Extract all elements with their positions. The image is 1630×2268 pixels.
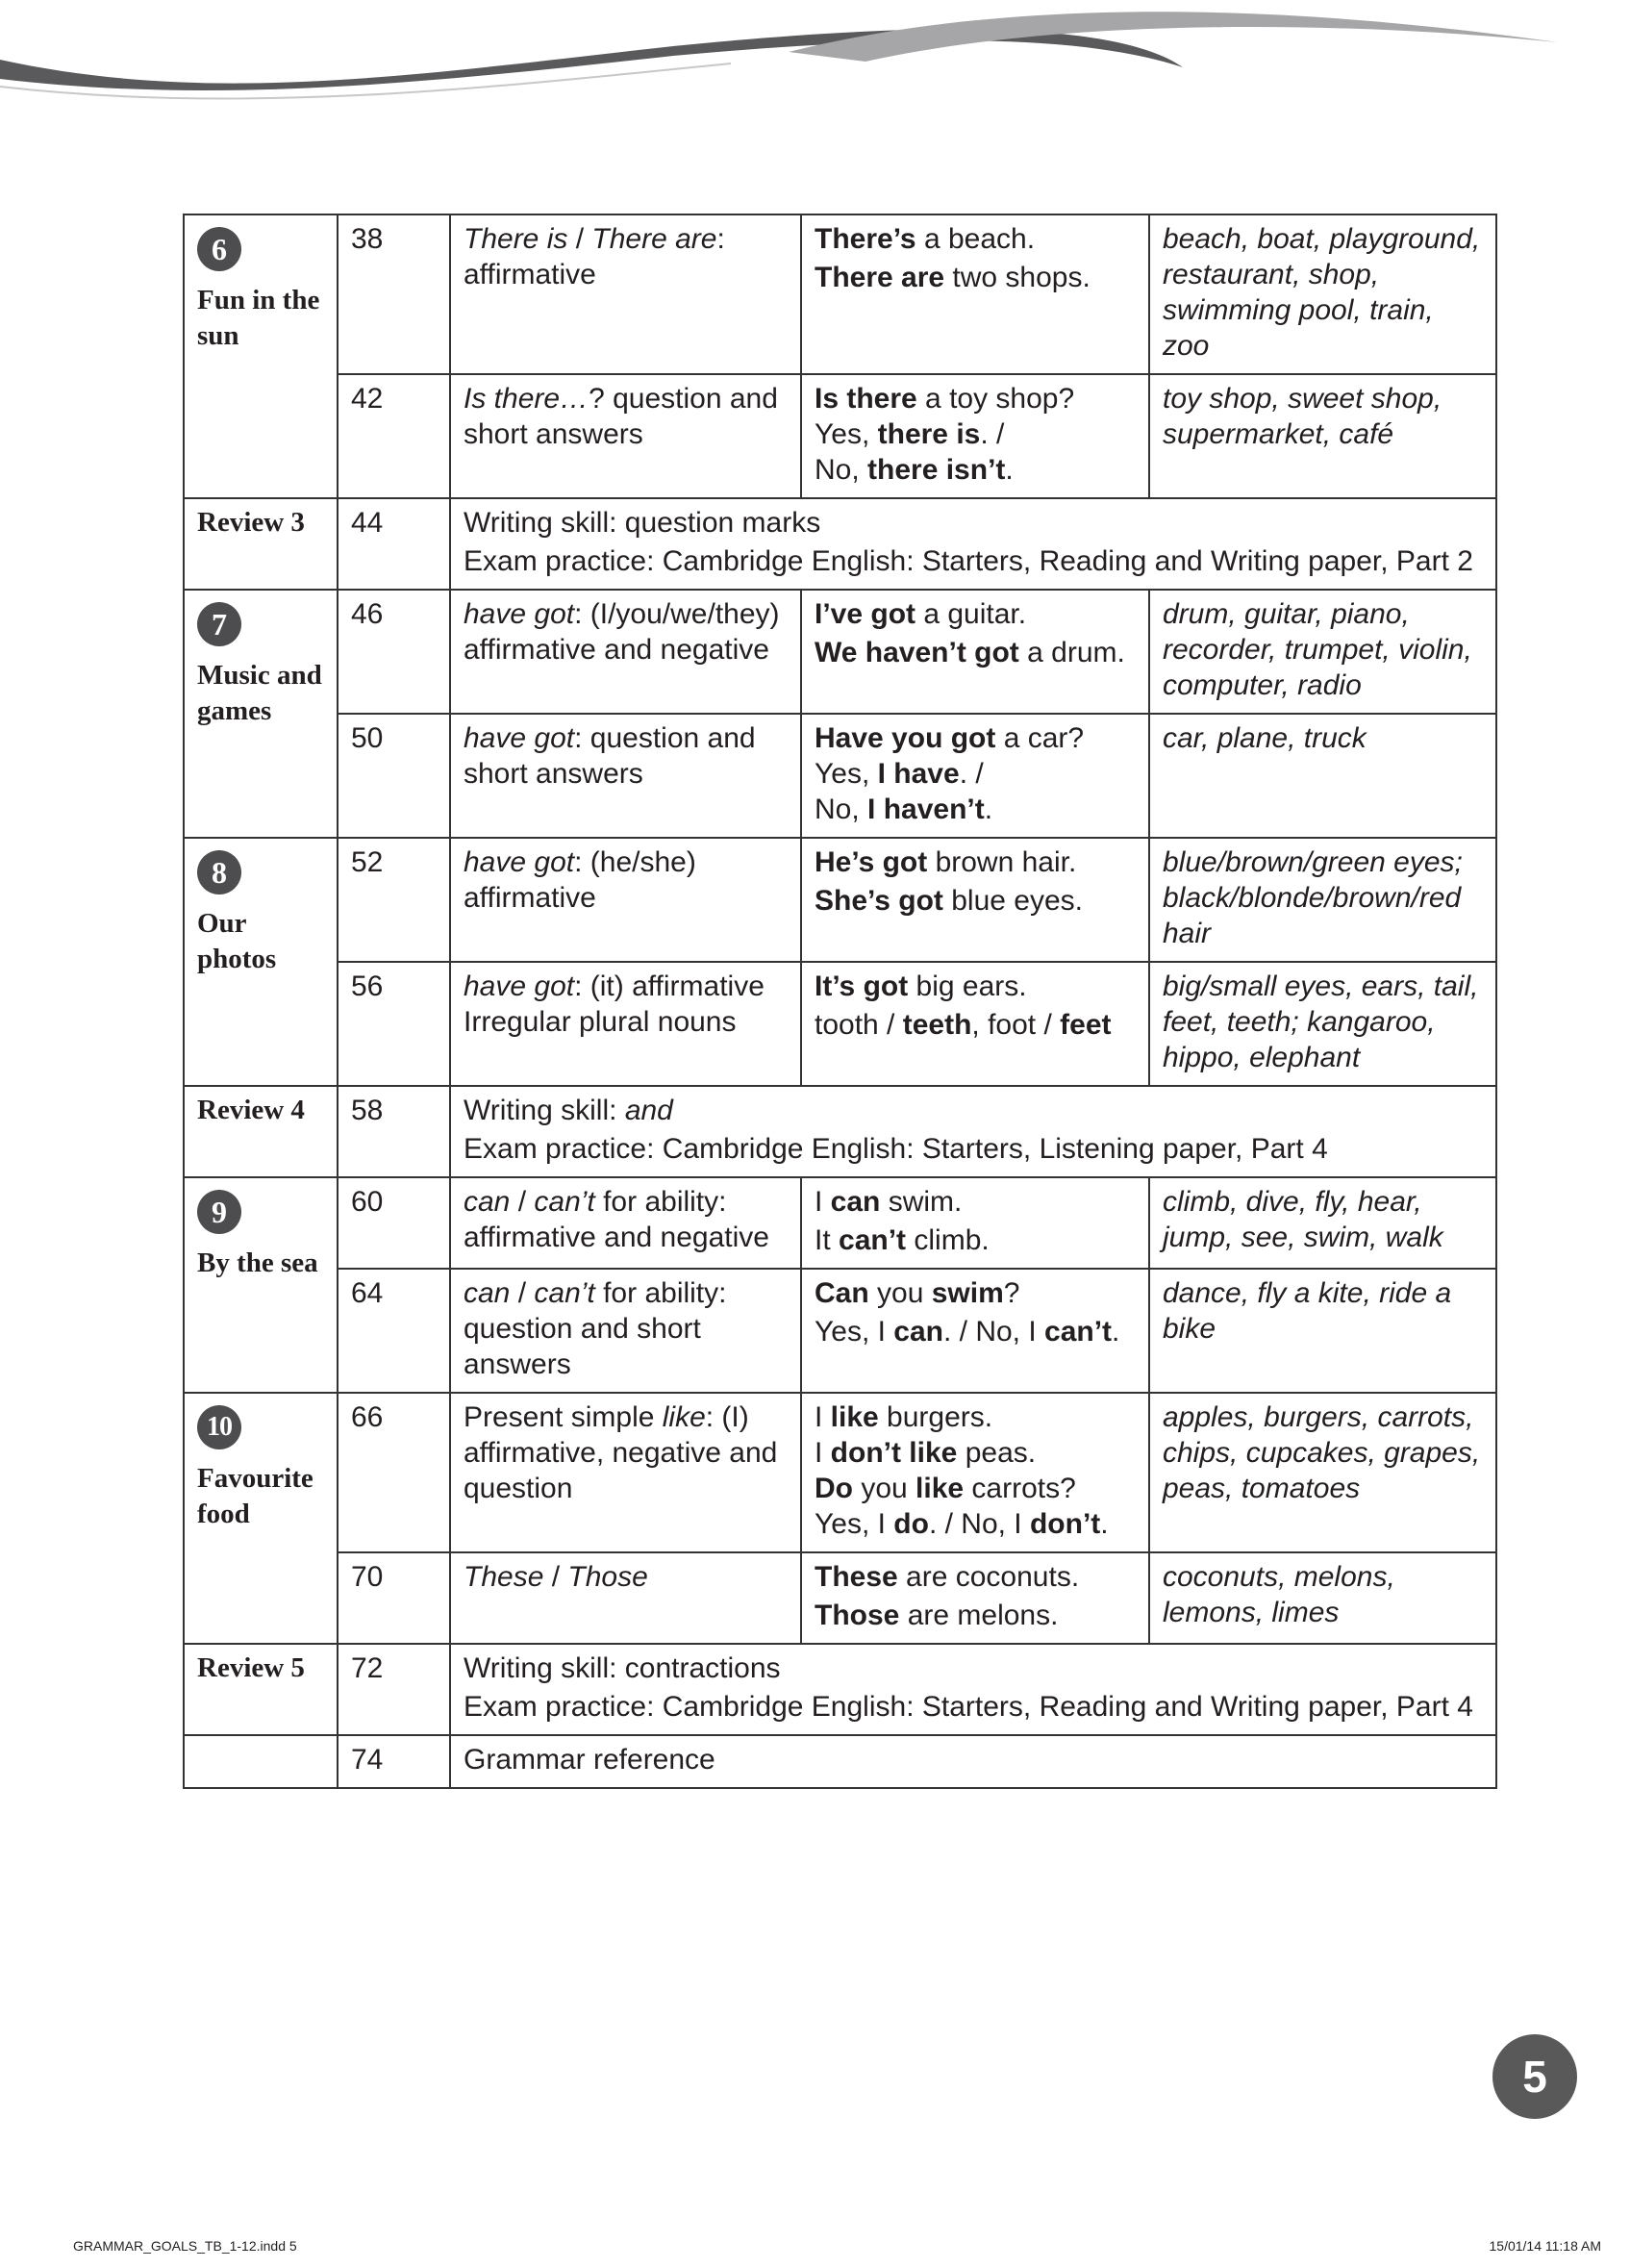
text-line (815, 1275, 1136, 1311)
review-line: Grammar reference (464, 1744, 715, 1776)
examples-cell (801, 838, 1149, 962)
bold-text: We haven’t got (815, 637, 1019, 668)
review-row (184, 1644, 1496, 1735)
unit-cell (184, 1393, 338, 1644)
text-line (815, 792, 1136, 827)
bold-text: Have you got (815, 722, 996, 754)
text-line (464, 844, 788, 916)
bold-text: can (830, 1186, 881, 1218)
examples-cell (801, 1552, 1149, 1644)
bold-text: feet (1060, 1009, 1112, 1041)
text: : (716, 223, 725, 255)
text: . / No, I (942, 1316, 1045, 1348)
bold-text: swim (931, 1277, 1004, 1309)
text-line (464, 1131, 1483, 1167)
text-line (815, 1435, 1136, 1471)
text: . / (980, 418, 1005, 450)
bold-text: can (893, 1316, 943, 1348)
italic-text: have got (464, 846, 575, 878)
text-line (815, 381, 1136, 416)
examples-cell (801, 1269, 1149, 1393)
bold-text: He’s got (815, 846, 928, 878)
bold-text: can’t (1044, 1316, 1113, 1348)
page-cell: 72 (338, 1644, 450, 1735)
vocabulary-cell: drum, guitar, piano, recorder, trumpet, violin, computer, radio (1149, 590, 1496, 714)
text: . (1100, 1508, 1109, 1540)
unit-cell (184, 590, 338, 838)
bold-text: don’t (1029, 1508, 1101, 1540)
bold-text: teeth (902, 1009, 972, 1041)
italic-text: Is there… (464, 383, 589, 415)
text: Irregular plural nouns (464, 1006, 737, 1038)
text: , foot / (971, 1009, 1061, 1041)
review-content-cell (450, 498, 1496, 590)
text: No, (815, 454, 868, 486)
examples-cell (801, 590, 1149, 714)
italic-text: can’t (534, 1186, 595, 1218)
text: carrots? (964, 1473, 1076, 1504)
table-row (184, 590, 1496, 714)
text: : (I/you/we/they) affirmative and negative (464, 598, 780, 666)
text-line (464, 596, 788, 668)
text: . (984, 794, 993, 825)
unit-cell (184, 1177, 338, 1393)
text: I (815, 1186, 831, 1218)
text: Yes, I (815, 1508, 894, 1540)
page-cell: 66 (338, 1393, 450, 1552)
text-line (815, 260, 1136, 295)
text: Writing skill: (464, 1095, 625, 1126)
vocabulary-cell: car, plane, truck (1149, 714, 1496, 838)
page-cell: 60 (338, 1177, 450, 1269)
text-line (815, 1559, 1136, 1595)
bold-text: These (815, 1561, 898, 1593)
italic-text: have got (464, 722, 575, 754)
header-wave-decoration (0, 0, 1630, 125)
text-line (464, 1399, 788, 1506)
bold-text: Those (815, 1600, 900, 1631)
vocabulary-cell: toy shop, sweet shop, supermarket, café (1149, 374, 1496, 498)
table-row (184, 214, 1496, 374)
text: a drum. (1018, 637, 1125, 668)
text: No, (815, 794, 868, 825)
grammar-cell (450, 838, 801, 962)
review-label-cell: Review 3 (184, 498, 338, 590)
text: Exam practice: Cambridge English: Starters, Listening paper, Part 4 (464, 1133, 1328, 1165)
bold-text: there is (877, 418, 981, 450)
text-line (464, 381, 788, 452)
vocabulary-cell: climb, dive, fly, hear, jump, see, swim, walk (1149, 1177, 1496, 1269)
text-line (815, 883, 1136, 919)
bold-text: I’ve got (815, 598, 916, 630)
grammar-cell (450, 590, 801, 714)
text: burgers. (878, 1401, 993, 1433)
text-line (815, 1184, 1136, 1220)
examples-cell (801, 214, 1149, 374)
text-line (815, 1399, 1136, 1435)
bold-text: There are (815, 262, 945, 293)
review-label-cell: Review 4 (184, 1086, 338, 1177)
text: It (815, 1224, 840, 1256)
text-line (464, 969, 788, 1004)
review-line: Exam practice: Cambridge English: Starters, Reading and Writing paper, Part 2 (464, 545, 1473, 577)
text-line (464, 1559, 788, 1595)
grammar-cell (450, 1177, 801, 1269)
grammar-cell (450, 1552, 801, 1644)
text: / (543, 1561, 568, 1593)
text-line (815, 720, 1136, 756)
text: peas. (957, 1437, 1037, 1469)
unit-title: Fun in the sun (197, 285, 320, 351)
text: for ability: question and short answers (464, 1277, 727, 1380)
italic-text: and (624, 1095, 673, 1126)
page-cell: 42 (338, 374, 450, 498)
italic-text: There are (591, 223, 717, 255)
text-line (815, 1471, 1136, 1506)
text: climb. (906, 1224, 990, 1256)
page-cell: 70 (338, 1552, 450, 1644)
text: Present simple (464, 1401, 663, 1433)
review-label-cell (184, 1735, 338, 1788)
text: brown hair. (927, 846, 1077, 878)
text-line (464, 257, 788, 292)
text-line (815, 596, 1136, 632)
contents-table-body (184, 214, 1496, 1788)
unit-number-badge: 9 (197, 1190, 241, 1234)
text: are melons. (899, 1600, 1059, 1631)
bold-text: She’s got (815, 885, 943, 917)
text: ? question and short answers (464, 383, 778, 450)
text-line (464, 221, 788, 257)
text-line (815, 756, 1136, 792)
footer-date-slug: 15/01/14 11:18 AM (1489, 2238, 1601, 2254)
text-line (815, 635, 1136, 670)
text: I (815, 1401, 831, 1433)
text: I (815, 1437, 831, 1469)
vocabulary-cell: apples, burgers, carrots, chips, cupcakes, grapes, peas, tomatoes (1149, 1393, 1496, 1552)
bold-text: don’t like (830, 1437, 958, 1469)
table-row (184, 838, 1496, 962)
review-line: Writing skill: contractions (464, 1652, 781, 1684)
examples-cell (801, 714, 1149, 838)
bold-text: Do (815, 1473, 853, 1504)
text: Yes, (815, 758, 878, 790)
page-cell: 44 (338, 498, 450, 590)
unit-cell (184, 214, 338, 498)
page-cell: 46 (338, 590, 450, 714)
table-row (184, 1552, 1496, 1644)
grammar-cell (450, 214, 801, 374)
review-row (184, 498, 1496, 590)
unit-title: Our photos (197, 908, 277, 974)
review-label-cell: Review 5 (184, 1644, 338, 1735)
italic-text: can’t (534, 1277, 595, 1309)
page-cell: 58 (338, 1086, 450, 1177)
text-line (815, 1222, 1136, 1258)
text: a beach. (915, 223, 1036, 255)
table-row (184, 374, 1496, 498)
text: Yes, I (815, 1316, 894, 1348)
text: . (1112, 1316, 1120, 1348)
text: tooth / (815, 1009, 903, 1041)
text-line (464, 1004, 788, 1040)
review-line: Exam practice: Cambridge English: Starters, Reading and Writing paper, Part 4 (464, 1691, 1473, 1723)
italic-text: can (464, 1186, 511, 1218)
bold-text: there isn’t (867, 454, 1006, 486)
review-row (184, 1086, 1496, 1177)
review-content-cell (450, 1086, 1496, 1177)
footer-file-slug: GRAMMAR_GOALS_TB_1-12.indd 5 (73, 2238, 297, 2254)
vocabulary-cell: beach, boat, playground, restaurant, shop, swimming pool, train, zoo (1149, 214, 1496, 374)
text: ? (1003, 1277, 1020, 1309)
page-cell: 64 (338, 1269, 450, 1393)
text-line (464, 1093, 1483, 1128)
text-line (464, 720, 788, 792)
bold-text: Can (815, 1277, 869, 1309)
review-content-cell (450, 1735, 1496, 1788)
italic-text: can (464, 1277, 511, 1309)
vocabulary-cell: coconuts, melons, lemons, limes (1149, 1552, 1496, 1644)
text: / (567, 223, 592, 255)
bold-text: There’s (815, 223, 916, 255)
table-row (184, 962, 1496, 1086)
text: a toy shop? (916, 383, 1075, 415)
grammar-cell (450, 1393, 801, 1552)
text: : (I) affirmative, negative and question (464, 1401, 778, 1504)
vocabulary-cell: big/small eyes, ears, tail, feet, teeth; kangaroo, hippo, elephant (1149, 962, 1496, 1086)
vocabulary-cell: blue/brown/green eyes; black/blonde/brown/red hair (1149, 838, 1496, 962)
italic-text: Those (567, 1561, 648, 1593)
examples-cell (801, 374, 1149, 498)
text: two shops. (944, 262, 1091, 293)
text: : (he/she) affirmative (464, 846, 696, 914)
text-line (815, 221, 1136, 257)
table-row (184, 1269, 1496, 1393)
italic-text: There is (464, 223, 568, 255)
contents-table (183, 214, 1497, 1789)
bold-text: can’t (839, 1224, 907, 1256)
bold-text: Is there (815, 383, 917, 415)
text: you (853, 1473, 916, 1504)
bold-text: like (915, 1473, 965, 1504)
text: : question and short answers (464, 722, 756, 790)
examples-cell (801, 1393, 1149, 1552)
bold-text: I have (877, 758, 960, 790)
bold-text: do (893, 1508, 929, 1540)
text: / (510, 1186, 535, 1218)
table-row (184, 1393, 1496, 1552)
page-cell: 56 (338, 962, 450, 1086)
unit-cell (184, 838, 338, 1086)
review-content-cell (450, 1644, 1496, 1735)
unit-title: Favourite food (197, 1463, 313, 1529)
vocabulary-cell: dance, fly a kite, ride a bike (1149, 1269, 1496, 1393)
page-cell: 38 (338, 214, 450, 374)
text-line (815, 1598, 1136, 1633)
unit-title: By the sea (197, 1247, 318, 1278)
bold-text: I haven’t (867, 794, 985, 825)
text: . / (959, 758, 984, 790)
unit-number-badge: 10 (197, 1405, 241, 1449)
italic-text: like (662, 1401, 706, 1433)
text: : (it) affirmative (574, 970, 765, 1002)
text: big ears. (908, 970, 1027, 1002)
text: affirmative (464, 259, 596, 290)
italic-text: These (464, 1561, 544, 1593)
bold-text: like (830, 1401, 879, 1433)
italic-text: have got (464, 598, 575, 630)
review-row (184, 1735, 1496, 1788)
text: . (1005, 454, 1014, 486)
table-row (184, 1177, 1496, 1269)
text-line (815, 844, 1136, 880)
grammar-cell (450, 714, 801, 838)
text: / (510, 1277, 535, 1309)
review-line: Writing skill: question marks (464, 507, 821, 539)
bold-text: It’s got (815, 970, 909, 1002)
italic-text: have got (464, 970, 575, 1002)
grammar-cell (450, 374, 801, 498)
text: are coconuts. (897, 1561, 1080, 1593)
unit-title: Music and games (197, 660, 322, 726)
page-number-badge: 5 (1492, 2034, 1577, 2119)
text-line (815, 1007, 1136, 1043)
text: . / No, I (928, 1508, 1030, 1540)
text: swim. (880, 1186, 963, 1218)
page-cell: 74 (338, 1735, 450, 1788)
text-line (815, 1506, 1136, 1542)
text-line (815, 1314, 1136, 1349)
grammar-cell (450, 962, 801, 1086)
text-line (815, 452, 1136, 488)
text: blue eyes. (942, 885, 1083, 917)
text-line (815, 969, 1136, 1004)
unit-number-badge: 6 (197, 227, 241, 271)
page-cell: 52 (338, 838, 450, 962)
text-line (815, 416, 1136, 452)
text-line (464, 1184, 788, 1255)
text: Yes, (815, 418, 878, 450)
unit-number-badge: 7 (197, 602, 241, 646)
page-cell: 50 (338, 714, 450, 838)
text-line (464, 1275, 788, 1382)
examples-cell (801, 1177, 1149, 1269)
table-row (184, 714, 1496, 838)
text: you (868, 1277, 932, 1309)
examples-cell (801, 962, 1149, 1086)
grammar-cell (450, 1269, 801, 1393)
unit-number-badge: 8 (197, 850, 241, 895)
text: for ability: affirmative and negative (464, 1186, 769, 1253)
text: a guitar. (915, 598, 1027, 630)
text: a car? (995, 722, 1085, 754)
